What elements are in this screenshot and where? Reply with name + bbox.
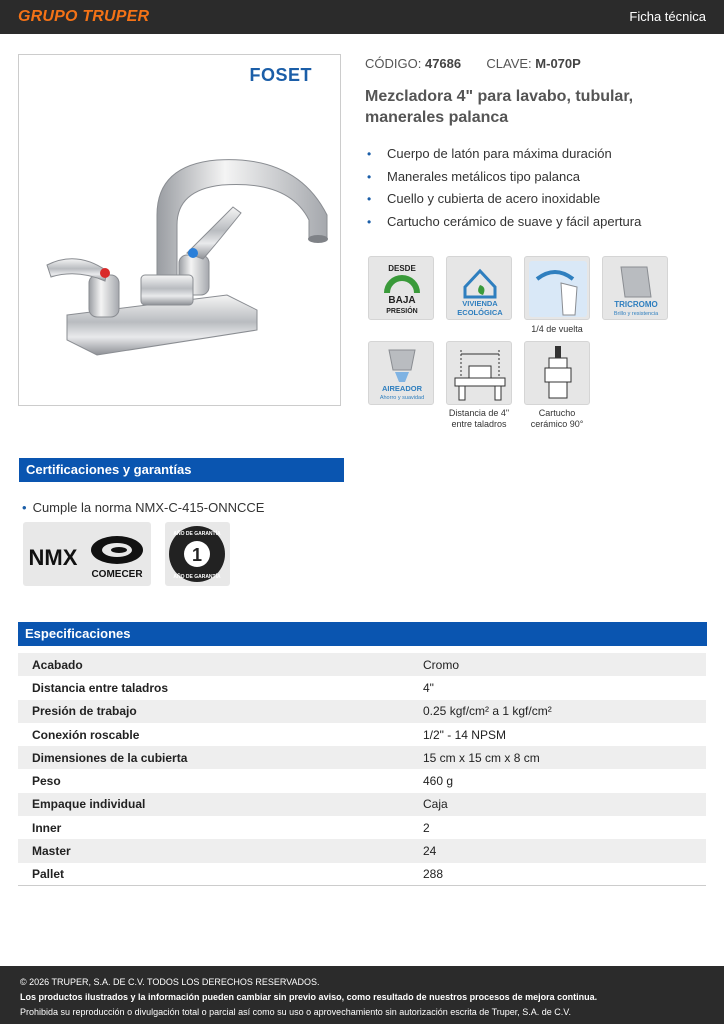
feature-item: • Cuerpo de latón para máxima duración xyxy=(367,146,641,169)
codigo-label: CÓDIGO: xyxy=(365,56,422,71)
clave-value: M-070P xyxy=(535,56,581,71)
svg-text:Brillo y resistencia: Brillo y resistencia xyxy=(613,311,659,317)
feature-item: • Cartucho cerámico de suave y fácil apertura xyxy=(367,214,641,237)
table-row: Empaque individual Caja xyxy=(18,793,706,816)
svg-text:NMX: NMX xyxy=(28,545,78,570)
product-codes xyxy=(365,56,581,71)
table-row: Dimensiones de la cubierta 15 cm x 15 cm x 8 cm xyxy=(18,746,706,769)
table-row: Peso 460 g xyxy=(32,774,454,789)
footer xyxy=(0,966,724,1024)
foset-logo: FOSET xyxy=(249,65,312,85)
doc-type-label: Ficha técnica xyxy=(629,9,706,24)
copyright-line: © 2026 TRUPER, S.A. DE C.V. TODOS LOS DERECHOS RESERVADOS. xyxy=(20,977,320,987)
product-image-box xyxy=(18,54,341,406)
drill-distance-caption: Distancia de 4" entre taladros xyxy=(448,408,510,429)
svg-text:VIVIENDA: VIVIENDA xyxy=(462,299,498,308)
svg-text:TRICROMO: TRICROMO xyxy=(614,300,658,309)
faucet-image xyxy=(27,145,337,395)
ceramic-cartridge-icon xyxy=(524,341,590,405)
brand-logo: GRUPO TRUPER xyxy=(18,8,150,25)
svg-text:DESDE: DESDE xyxy=(388,264,416,273)
table-row: Distancia entre taladros 4" xyxy=(32,680,434,695)
clave-label: CLAVE: xyxy=(486,56,532,71)
svg-text:AIREADOR: AIREADOR xyxy=(381,384,423,393)
tricromo-icon xyxy=(602,256,668,320)
svg-text:Ahorro y suavidad: Ahorro y suavidad xyxy=(379,395,425,401)
table-row: Conexión roscable 1/2" - 14 NPSM xyxy=(32,727,506,742)
certifications-header: Certificaciones y garantías xyxy=(19,458,344,482)
norma-line xyxy=(22,500,264,515)
specs-header: Especificaciones xyxy=(18,622,707,646)
prohibition-line: Prohibida su reproducción o divulgación total o parcial así como su uso o aprovechamiento sin autorización escrita de Truper, S.A. de C.V. xyxy=(20,1007,571,1017)
table-row: Inner 2 xyxy=(32,820,430,835)
svg-text:PRESIÓN: PRESIÓN xyxy=(386,308,418,315)
table-row: Presión de trabajo 0.25 kgf/cm² a 1 kgf/cm² xyxy=(18,700,706,723)
svg-text:BAJA: BAJA xyxy=(388,295,416,306)
vivienda-ecologica-icon xyxy=(446,256,512,320)
bullet-icon: • xyxy=(22,500,27,515)
garantia-badge xyxy=(165,522,230,586)
baja-presion-icon xyxy=(368,256,434,320)
nmx-comecer-logo xyxy=(23,522,151,586)
svg-text:1: 1 xyxy=(191,545,203,565)
svg-text:ECOLÓGICA: ECOLÓGICA xyxy=(457,308,503,317)
svg-text:COMECER: COMECER xyxy=(91,569,143,580)
quarter-turn-caption: 1/4 de vuelta xyxy=(531,324,583,334)
norma-text: Cumple la norma NMX-C-415-ONNCCE xyxy=(32,500,265,515)
top-bar xyxy=(0,0,724,34)
feature-item: • Cuello y cubierta de acero inoxidable xyxy=(367,191,641,214)
svg-text:AÑO DE GARANTÍA: AÑO DE GARANTÍA xyxy=(173,574,221,580)
disclaimer-line: Los productos ilustrados y la información pueden cambiar sin previo aviso, como resultado de nuestros procesos de mejora continua. xyxy=(20,992,598,1002)
codigo-value: 47686 xyxy=(424,56,462,71)
feature-item: • Manerales metálicos tipo palanca xyxy=(367,169,641,192)
product-title: Mezcladora 4" para lavabo, tubular, manerales palanca xyxy=(365,88,634,126)
table-row: Master 24 xyxy=(18,839,706,862)
table-row: Pallet 288 xyxy=(18,863,706,886)
specs-table xyxy=(18,653,706,886)
feature-list xyxy=(367,146,641,236)
ceramic-cartridge-caption: Cartucho cerámico 90° xyxy=(530,408,584,429)
svg-text:AÑO DE GARANTÍA: AÑO DE GARANTÍA xyxy=(173,531,221,537)
drill-distance-icon xyxy=(446,341,512,405)
quarter-turn-icon xyxy=(524,256,590,320)
aireador-icon xyxy=(368,341,434,405)
table-row: Acabado Cromo xyxy=(18,653,706,676)
